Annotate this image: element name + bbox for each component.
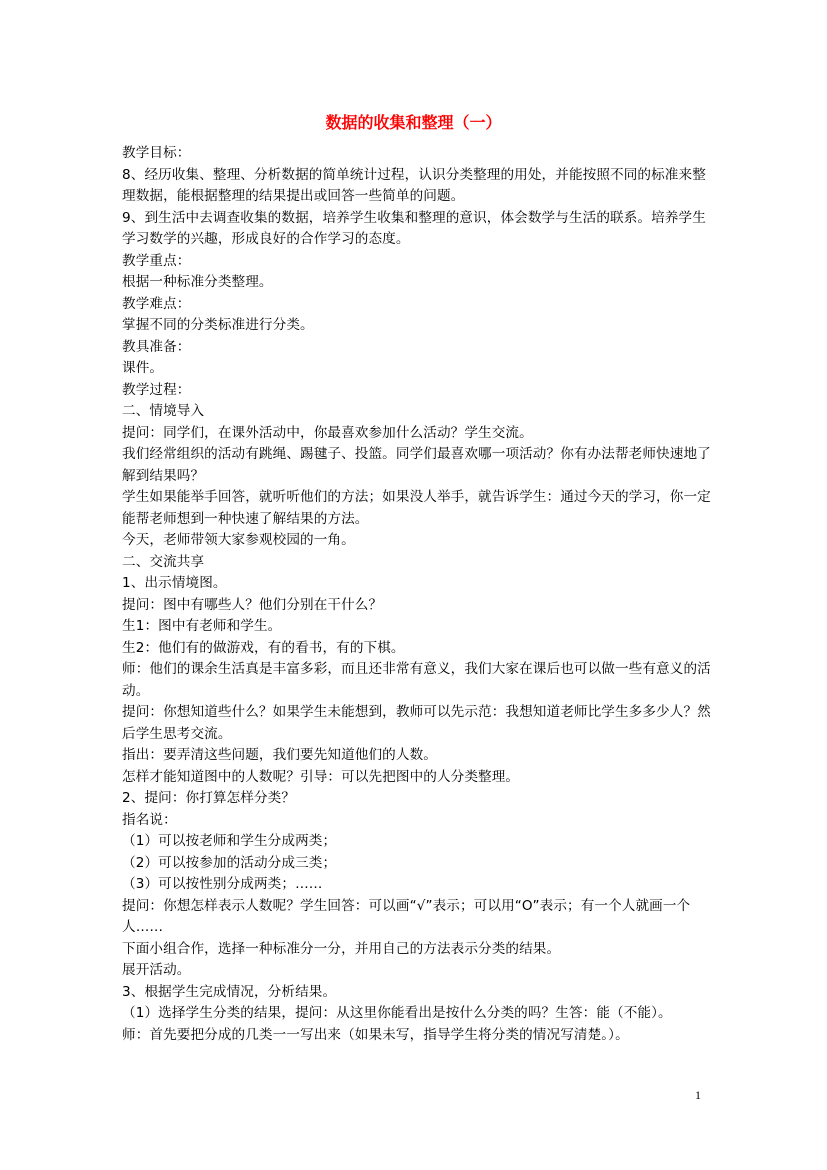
paragraph-goal-8: 8、经历收集、整理、分析数据的简单统计过程，认识分类整理的用处，并能按照不同的标准来整理数据，能根据整理的结果提出或回答一些简单的问题。 bbox=[122, 166, 706, 204]
paragraph-section-share: 二、交流共享 bbox=[122, 553, 205, 570]
paragraph-point-out: 指出：要弄清这些问题，我们要先知道他们的人数。 bbox=[122, 747, 437, 763]
paragraph-section-intro: 二、情境导入 bbox=[122, 403, 205, 419]
paragraph-option-3: （3）可以按性别分成两类；…… bbox=[122, 876, 323, 892]
paragraph-materials: 课件。 bbox=[122, 360, 164, 376]
document-title: 数据的收集和整理（一） bbox=[325, 113, 502, 132]
paragraph-start-activity: 展开活动。 bbox=[122, 962, 191, 978]
paragraph-group-work: 下面小组合作，选择一种标准分一分，并用自己的方法表示分类的结果。 bbox=[122, 940, 561, 957]
paragraph-key-points: 根据一种标准分类整理。 bbox=[122, 274, 273, 290]
paragraph-select-results: （1）选择学生分类的结果，提问：从这里你能看出是按什么分类的吗？生答：能（不能）。 bbox=[122, 1005, 672, 1021]
paragraph-question-activities: 提问：同学们，在课外活动中，你最喜欢参加什么活动？学生交流。 bbox=[122, 424, 533, 441]
paragraph-question-who: 提问：图中有哪些人？他们分别在干什么？ bbox=[122, 596, 383, 613]
paragraph-activities-list: 我们经常组织的活动有跳绳、踢毽子、投篮。同学们最喜欢哪一项活动？你有办法帮老师快速地了解到结果吗？ bbox=[122, 446, 711, 484]
paragraph-goal-9: 9、到生活中去调查收集的数据，培养学生收集和整理的意识，体会数学与生活的联系。培养学生学习数学的兴趣，形成良好的合作学习的态度。 bbox=[122, 209, 706, 247]
paragraph-materials-heading: 教具准备： bbox=[122, 338, 191, 355]
paragraph-how-count: 怎样才能知道图中的人数呢？引导：可以先把图中的人分类整理。 bbox=[122, 768, 520, 785]
paragraph-student-1: 生1：图中有老师和学生。 bbox=[122, 618, 282, 634]
paragraph-named-answer: 指名说： bbox=[122, 811, 177, 828]
paragraph-key-points-heading: 教学重点： bbox=[122, 252, 191, 269]
paragraph-student-2: 生2：他们有的做游戏，有的看书，有的下棋。 bbox=[122, 639, 405, 656]
paragraph-teaching-goals-heading: 教学目标： bbox=[122, 145, 191, 161]
page-number: 1 bbox=[695, 1088, 701, 1102]
paragraph-question-classify: 2、提问：你打算怎样分类？ bbox=[122, 790, 296, 806]
paragraph-option-2: （2）可以按参加的活动分成三类； bbox=[122, 854, 337, 871]
paragraph-show-picture: 1、出示情境图。 bbox=[122, 575, 227, 591]
paragraph-difficulties: 掌握不同的分类标准进行分类。 bbox=[122, 317, 314, 333]
document-body bbox=[122, 143, 712, 1046]
paragraph-option-1: （1）可以按老师和学生分成两类； bbox=[122, 833, 337, 849]
paragraph-question-represent: 提问：你想怎样表示人数呢？学生回答：可以画“√”表示；可以用“O”表示；有一个人就画一个人…… bbox=[122, 897, 691, 935]
paragraph-teacher-write: 师：首先要把分成的几类一一写出来（如果未写，指导学生将分类的情况写清楚。）。 bbox=[122, 1026, 629, 1043]
paragraph-process-heading: 教学过程： bbox=[122, 381, 191, 398]
paragraph-question-know: 提问：你想知道些什么？如果学生未能想到，教师可以先示范：我想知道老师比学生多多少人？然后学生思考交流。 bbox=[122, 704, 711, 742]
paragraph-campus-visit: 今天，老师带领大家参观校园的一角。 bbox=[122, 532, 355, 548]
paragraph-teacher-comment: 师：他们的课余生活真是丰富多彩，而且还非常有意义，我们大家在课后也可以做一些有意义的活动。 bbox=[122, 661, 711, 699]
paragraph-hand-raise: 学生如果能举手回答，就听听他们的方法；如果没人举手，就告诉学生：通过今天的学习，你一定能帮老师想到一种快速了解结果的方法。 bbox=[122, 489, 711, 527]
paragraph-analyze-results: 3、根据学生完成情况，分析结果。 bbox=[122, 983, 337, 1000]
paragraph-difficulties-heading: 教学难点： bbox=[122, 295, 191, 312]
